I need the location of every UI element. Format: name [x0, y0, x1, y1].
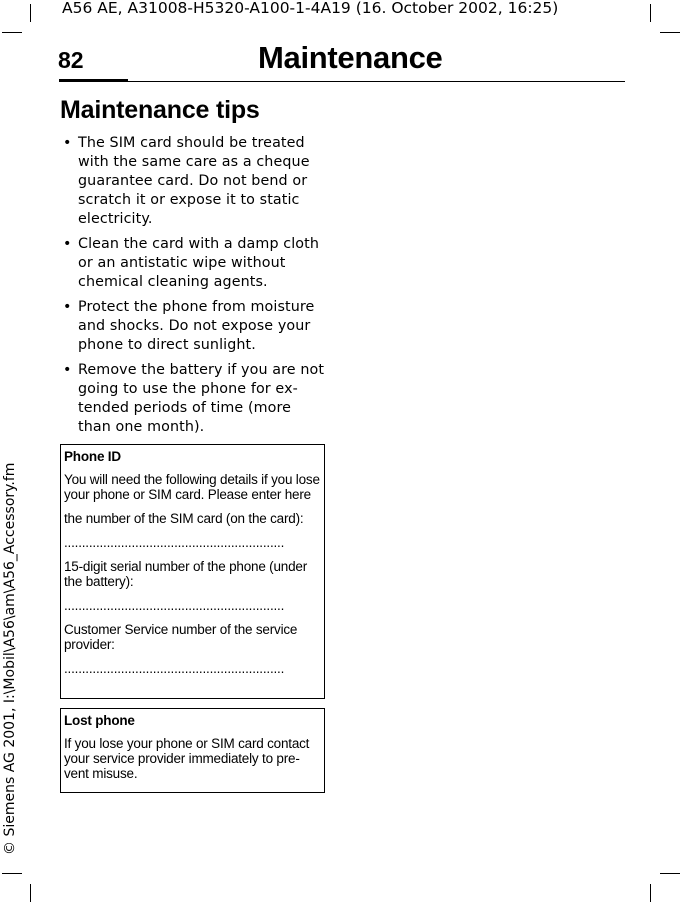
list-item	[60, 235, 326, 292]
tip-text: Remove the battery if you are not going to use the phone for ex-tended periods of time (more than one month).	[78, 362, 325, 435]
header-rule	[59, 81, 625, 82]
tip-text: Clean the card with a damp cloth or an antistatic wipe without chemical cleaning agents.	[78, 236, 320, 290]
bullet-icon: •	[63, 299, 72, 315]
crop-mark	[30, 4, 31, 22]
crop-mark	[660, 873, 680, 874]
print-info-line: A56 AE, A31008-H5320-A100-1-4A19 (16. October 2002, 16:25)	[62, 0, 559, 17]
phone-id-intro: You will need the following details if you lose your phone or SIM card. Please enter here	[64, 472, 320, 502]
sim-number-field: ..............................................................	[64, 535, 285, 550]
crop-mark	[650, 4, 651, 22]
lost-phone-box	[60, 708, 325, 793]
serial-number-field: ..............................................................	[64, 598, 285, 613]
crop-mark	[660, 32, 680, 33]
side-copyright-note: © Siemens AG 2001, I:\Mobil\A56\am\A56_Accessory.fm	[2, 462, 18, 855]
section-heading: Maintenance tips	[60, 96, 260, 124]
page-number: 82	[58, 47, 84, 73]
service-number-label: Customer Service number of the service provider:	[64, 622, 298, 652]
list-item	[60, 361, 326, 437]
lost-phone-text: If you lose your phone or SIM card contact your service provider immediately to pre-vent misuse.	[64, 736, 310, 781]
chapter-title: Maintenance	[258, 40, 443, 75]
crop-mark	[650, 884, 651, 902]
crop-mark	[2, 32, 22, 33]
bullet-icon: •	[63, 236, 72, 252]
crop-mark	[2, 873, 22, 874]
serial-number-label: 15-digit serial number of the phone (under the battery):	[64, 559, 308, 589]
maintenance-tips-list	[60, 134, 326, 443]
tip-text: Protect the phone from moisture and shocks. Do not expose your phone to direct sunlight.	[78, 299, 315, 353]
bullet-icon: •	[63, 362, 72, 378]
tip-text: The SIM card should be treated with the same care as a cheque guarantee card. Do not bend or scratch it or expose it to static electricity.	[78, 135, 310, 227]
service-number-field: ..............................................................	[64, 661, 285, 676]
crop-mark	[30, 884, 31, 902]
phone-id-title: Phone ID	[64, 449, 121, 464]
bullet-icon: •	[63, 135, 72, 151]
list-item	[60, 298, 326, 355]
sim-number-label: the number of the SIM card (on the card):	[64, 511, 304, 526]
lost-phone-title: Lost phone	[64, 713, 135, 728]
phone-id-box	[60, 444, 325, 699]
list-item	[60, 134, 326, 229]
